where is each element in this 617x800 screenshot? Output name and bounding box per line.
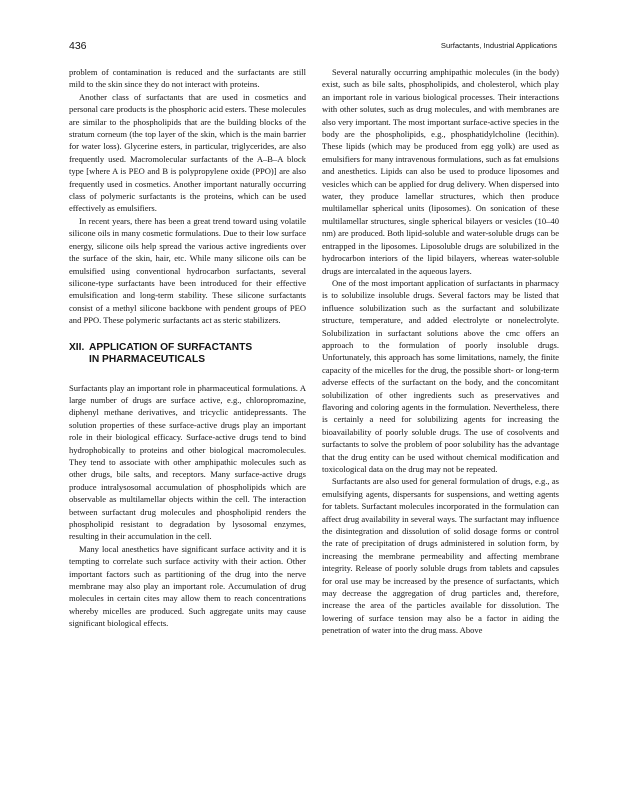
paragraph: Many local anesthetics have significant surface activity and it is tempting to correlate such surface activity with their action. Other important factors such as partitioning of the drug into the nerve membrane may also play an important role. Accumulation of drug molecules in certain cites may allow them to reach concentrations whereby micelles are produced. Such aggregate units may cause significant biological effects. bbox=[69, 543, 306, 629]
left-column bbox=[69, 66, 306, 630]
paragraph: In recent years, there has been a great trend toward using volatile silicone oils in many cosmetic formulations. Due to their low surface energy, silicone oils help spread the various active ingredients over the surface of the skin, hair, etc. While many silicone oils can be emulsified using conventional hydrocarbon surfactants, several silicone-type surfactants have been introduced for their effective emulsification and long-term stability. These silicone surfactants consist of a methyl silicone backbone with pendent groups of PEO and PPO. These polymeric surfactants act as steric stabilizers. bbox=[69, 215, 306, 326]
section-heading bbox=[69, 342, 306, 367]
page-number: 436 bbox=[69, 40, 87, 52]
right-column bbox=[322, 66, 559, 637]
paragraph: One of the most important application of surfactants in pharmacy is to solubilize insoluble drugs. Several factors may be listed that influence solubilization such as the surfactant and solubilizate structure, temperature, and added electrolyte or nonelectrolyte. Solubilization in surfactant solutions above the cmc offers an approach to the formulation of poorly insoluble drugs. Unfortunately, this approach has some limitations, namely, the finite capacity of the micelles for the drug, the possible short- or long-term adverse effects of the surfactant on the body, and the concomitant solubilization of other ingredients such as preservatives and flavoring and coloring agents in the formulation. Nevertheless, there is certainly a need for solubilizing agents for increasing the bioavailability of poorly soluble drugs. The use of cosolvents and surfactants to solve the problem of poor solubility has the advantage that the drug entity can be used without chemical modification and toxicological data on the drug may not be repeated. bbox=[322, 277, 559, 474]
section-title-line-1: APPLICATION OF SURFACTANTS bbox=[89, 341, 253, 353]
paragraph: Another class of surfactants that are used in cosmetics and personal care products is the phosphoric acid esters. These molecules are similar to the phospholipids that are the building blocks of the stratum corneum (the top layer of the skin, which is the main barrier for water loss). Glycerine esters, in particular, triglycerides, are also frequently used. Macromolecular surfactants of the A–B–A block type [where A is PEO and B is polypropylene oxide (PPO)] are also frequently used in cosmetics. Another important naturally occurring class of polymeric surfactants is the proteins, which can be used effectively as emulsifiers. bbox=[69, 91, 306, 214]
section-number: XII. bbox=[69, 341, 85, 353]
paragraph: Several naturally occurring amphipathic molecules (in the body) exist, such as bile salts, phospholipids, and cholesterol, which play an important role in various biological processes. Their interactions with other solutes, such as drug molecules, and with membranes are also very important. The most important surface-active species in the body are the phospholipids, e.g., phosphatidylcholine (lecithin). These lipids (which may be produced from egg yolk) are used as emulsifiers for many intravenous formulations, such as fat emulsions and anesthetics. Lipids can also be used to produce liposomes and vesicles which can be applied for drug delivery. When dispersed into water, they produce lamellar structures, which then produce multilamellar spherical units (liposomes). On sonication of these multilamellar structures, single spherical bilayers or vesicles (10–40 nm) are produced. Both lipid-soluble and water-soluble drugs can be entrapped in the liposomes. Liposoluble drugs are solubilized in the hydrocarbon interiors of the lipid bilayers, whereas water-soluble drugs are intercalated in the aqueous layers. bbox=[322, 67, 559, 276]
paragraph: Surfactants are also used for general formulation of drugs, e.g., as emulsifying agents, dispersants for suspensions, and wetting agents for tablets. Surfactant molecules incorporated in the formulation can affect drug availability in several ways. The surfactant may influence the disintegration and dissolution of solid dosage forms or control the rate of precipitation of drugs administered in solution form, by increasing the membrane permeability and affecting membrane integrity. Release of poorly soluble drugs from tablets and capsules for oral use may be increased by the presence of surfactants, which may decrease the aggregation of drug particles and, therefore, increase the area of the particles available for dissolution. The lowering of surface tension may also be a factor in aiding the penetration of water into the drug mass. Above bbox=[322, 476, 559, 636]
paragraph: Surfactants play an important role in pharmaceutical formulations. A large number of drugs are surface active, e.g., chloropromazine, diphenyl methane derivatives, and tricyclic antidepressants. The solution properties of these surface-active drugs play an important role in their biological efficacy. Surface-active drugs tend to bind hydrophobically to proteins and other biological macromolecules. They tend to associate with other amphipathic molecules such as other drugs, bile salts, and receptors. Many surface-active drugs produce intralysosomal accumulation of phospholipids which are observable as multilamellar objects within the cell. The interaction between surfactant drug molecules and phospholipid renders the phospholipid resistant to degradation by lysosomal enzymes, resulting in their accumulation in the cell. bbox=[69, 382, 306, 542]
section-title-line-2: IN PHARMACEUTICALS bbox=[89, 354, 206, 366]
page-header bbox=[69, 40, 557, 54]
running-title: Surfactants, Industrial Applications bbox=[440, 41, 557, 50]
paragraph: problem of contamination is reduced and the surfactants are still mild to the skin since they do not interact with proteins. bbox=[69, 67, 306, 90]
